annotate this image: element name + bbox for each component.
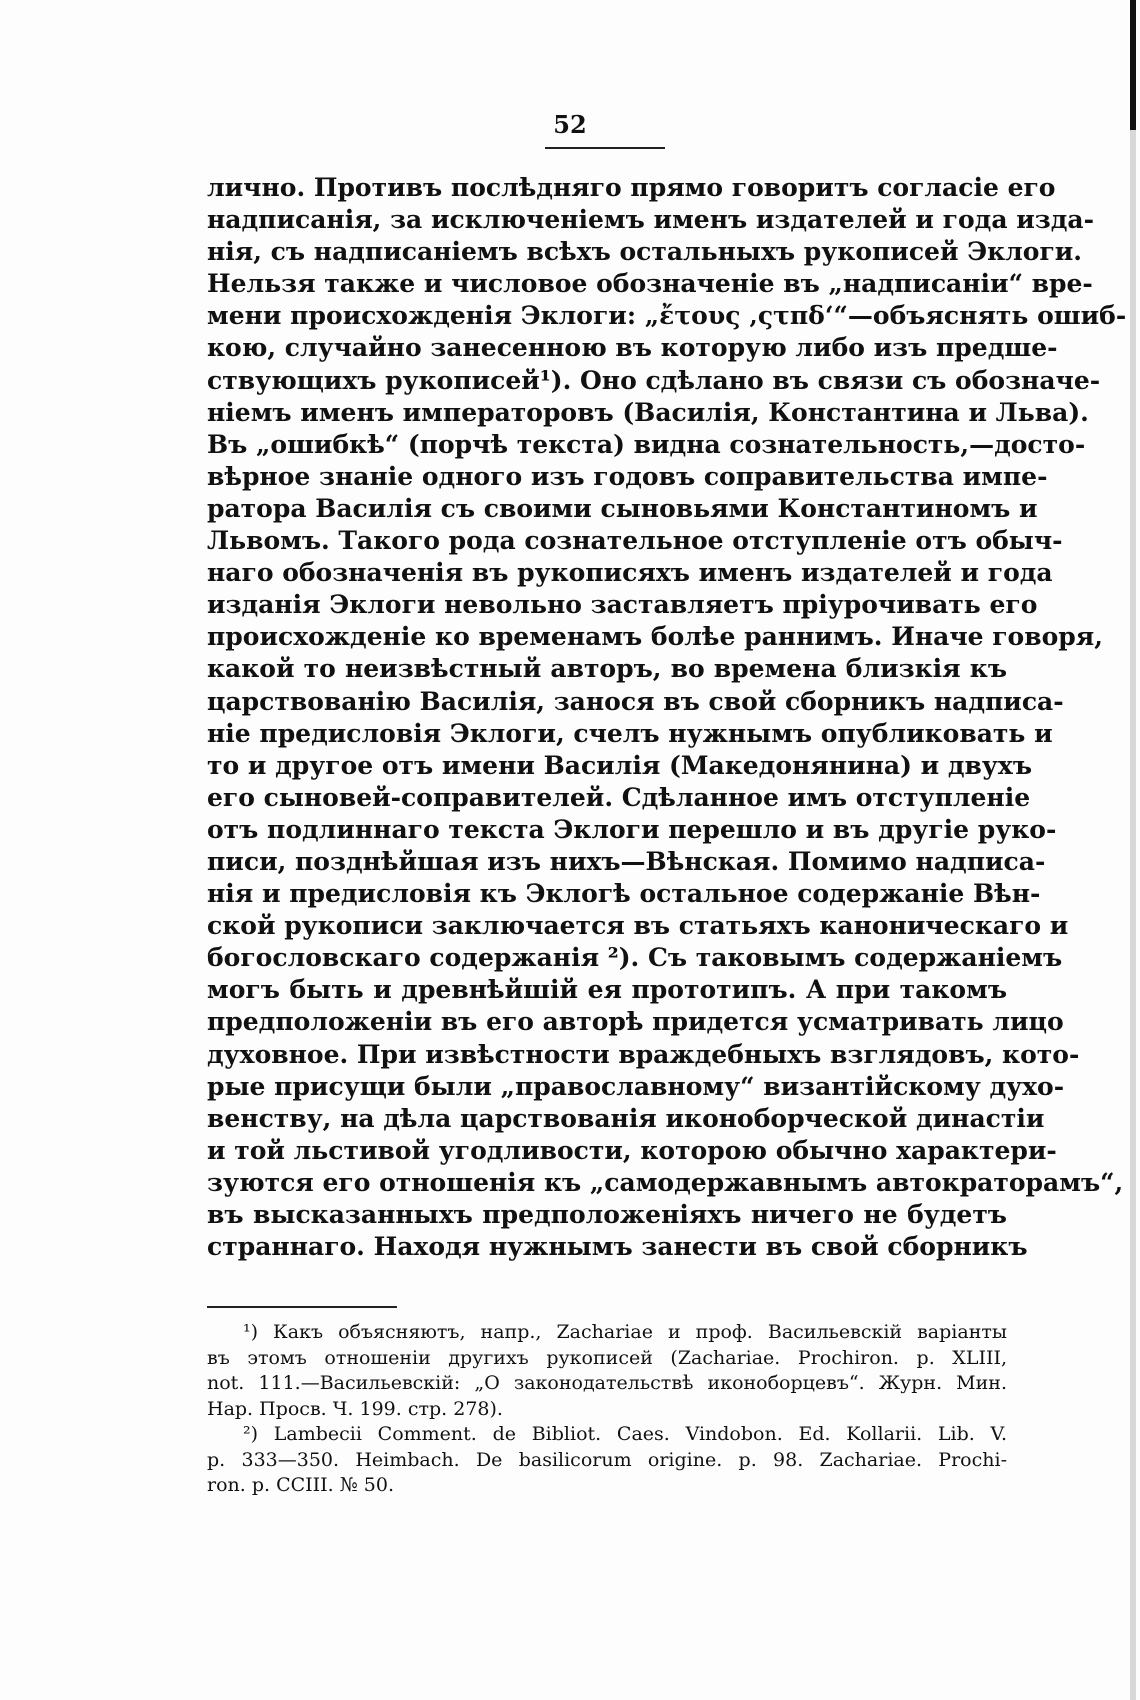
text-line: ніе предисловія Эклоги, счелъ нужнымъ опубликовать и [207, 718, 1053, 748]
text-line: могъ быть и древнѣйшій ея прототипъ. А при такомъ [207, 975, 1007, 1005]
text-line: царствованію Василія, занося въ свой сборникъ надписа- [207, 686, 1064, 716]
text-line: какой то неизвѣстный авторъ, во времена близкія къ [207, 654, 1007, 684]
text-line: въ высказанныхъ предположеніяхъ ничего не будетъ [207, 1200, 1007, 1229]
text-line: духовное. При извѣстности враждебныхъ взглядовъ, кото- [207, 1039, 1080, 1069]
text-line: страннаго. Находя нужнымъ занести въ свой сборникъ [207, 1232, 1028, 1262]
text-line: предположеніи въ его авторѣ придется усматривать лицо [207, 1007, 1064, 1037]
text-line: богословскаго содержанія ²). Съ таковымъ содержаніемъ [207, 943, 1063, 973]
text-line: нія, съ надписаніемъ всѣхъ остальныхъ рукописей Эклоги. [207, 237, 1083, 267]
text-line: лично. Противъ послѣдняго прямо говоритъ согласіе его [207, 173, 1056, 202]
text-line: ратора Василія съ своими сыновьями Константиномъ и [207, 493, 1038, 523]
text-line: мени происхожденія Эклоги: „ἔτους ‚ςτπδ‘“—объяснять ошиб- [207, 301, 1127, 331]
text-line: Въ „ошибкѣ“ (порчѣ текста) видна сознательность,—досто- [207, 429, 1086, 459]
footnote-line: ²) Lambecii Comment. de Bibliot. Caes. Vindobon. Ed. Kollarii. Lib. V. [243, 1423, 1007, 1445]
footnote-line: p. 333—350. Heimbach. De basilicorum origine. p. 98. Zachariae. Prochi- [207, 1448, 1007, 1471]
footnote-line: not. 111.—Васильевскій: „О законодательствѣ иконоборцевъ“. Журн. Мин. [207, 1372, 1007, 1394]
text-line: писи, позднѣйшая изъ нихъ—Вѣнская. Помимо надписа- [207, 846, 1046, 876]
footnote-line: ron. p. CCIII. № 50. [207, 1474, 394, 1496]
text-line: Львомъ. Такого рода сознательное отступленіе отъ обыч- [207, 526, 1063, 556]
text-line: венству, на дѣла царствованія иконоборческой династіи [207, 1103, 1045, 1133]
footnote-line: ¹) Какъ объясняютъ, напр., Zachariae и проф. Васильевскій варіанты [243, 1321, 1007, 1343]
text-line: рые присущи были „православному“ византійскому духо- [207, 1071, 1065, 1101]
text-line: зуются его отношенія къ „самодержавнымъ автократорамъ“, [207, 1167, 1124, 1197]
page-number-rule [545, 147, 665, 149]
text-line: изданія Эклоги невольно заставляетъ пріурочивать его [207, 590, 1038, 620]
text-line: и той льстивой угодливости, которою обычно характери- [207, 1135, 1057, 1165]
text-line: происхожденіе ко временамъ болѣе раннимъ. Иначе говоря, [207, 622, 1103, 652]
page-number: 52 [553, 110, 587, 139]
text-line: кою, случайно занесенною въ которую либо изъ предше- [207, 333, 1058, 363]
text-line: ніемъ именъ императоровъ (Василія, Константина и Льва). [207, 397, 1089, 427]
text-line: то и другое отъ имени Василія (Македонянина) и двухъ [207, 750, 1033, 780]
footnotes [207, 1320, 1007, 1499]
text-line: ской рукописи заключается въ статьяхъ каноническаго и [207, 911, 1069, 941]
footnote-line: Нар. Просв. Ч. 199. стр. 278). [207, 1397, 503, 1420]
page-edge-shadow [1130, 0, 1136, 1700]
text-line: нія и предисловія къ Эклогѣ остальное содержаніе Вѣн- [207, 879, 1041, 909]
text-line: надписанія, за исключеніемъ именъ издателей и года изда- [207, 205, 1094, 235]
footnote-separator [207, 1306, 397, 1308]
text-line: ствующихъ рукописей¹). Оно сдѣлано въ связи съ обозначе- [207, 365, 1101, 395]
text-line: отъ подлиннаго текста Эклоги перешло и въ другіе руко- [207, 814, 1057, 844]
text-line: Нельзя также и числовое обозначеніе въ „надписаніи“ вре- [207, 269, 1093, 299]
text-line: наго обозначенія въ рукописяхъ именъ издателей и года [207, 558, 1053, 588]
footnote-line: въ этомъ отношеніи другихъ рукописей (Zachariae. Prochiron. p. XLIII, [207, 1346, 1007, 1369]
body-text [207, 172, 1127, 1263]
text-line: вѣрное знаніе одного изъ годовъ соправительства импе- [207, 461, 1048, 491]
text-line: его сыновей-соправителей. Сдѣланное имъ отступленіе [207, 782, 1031, 812]
